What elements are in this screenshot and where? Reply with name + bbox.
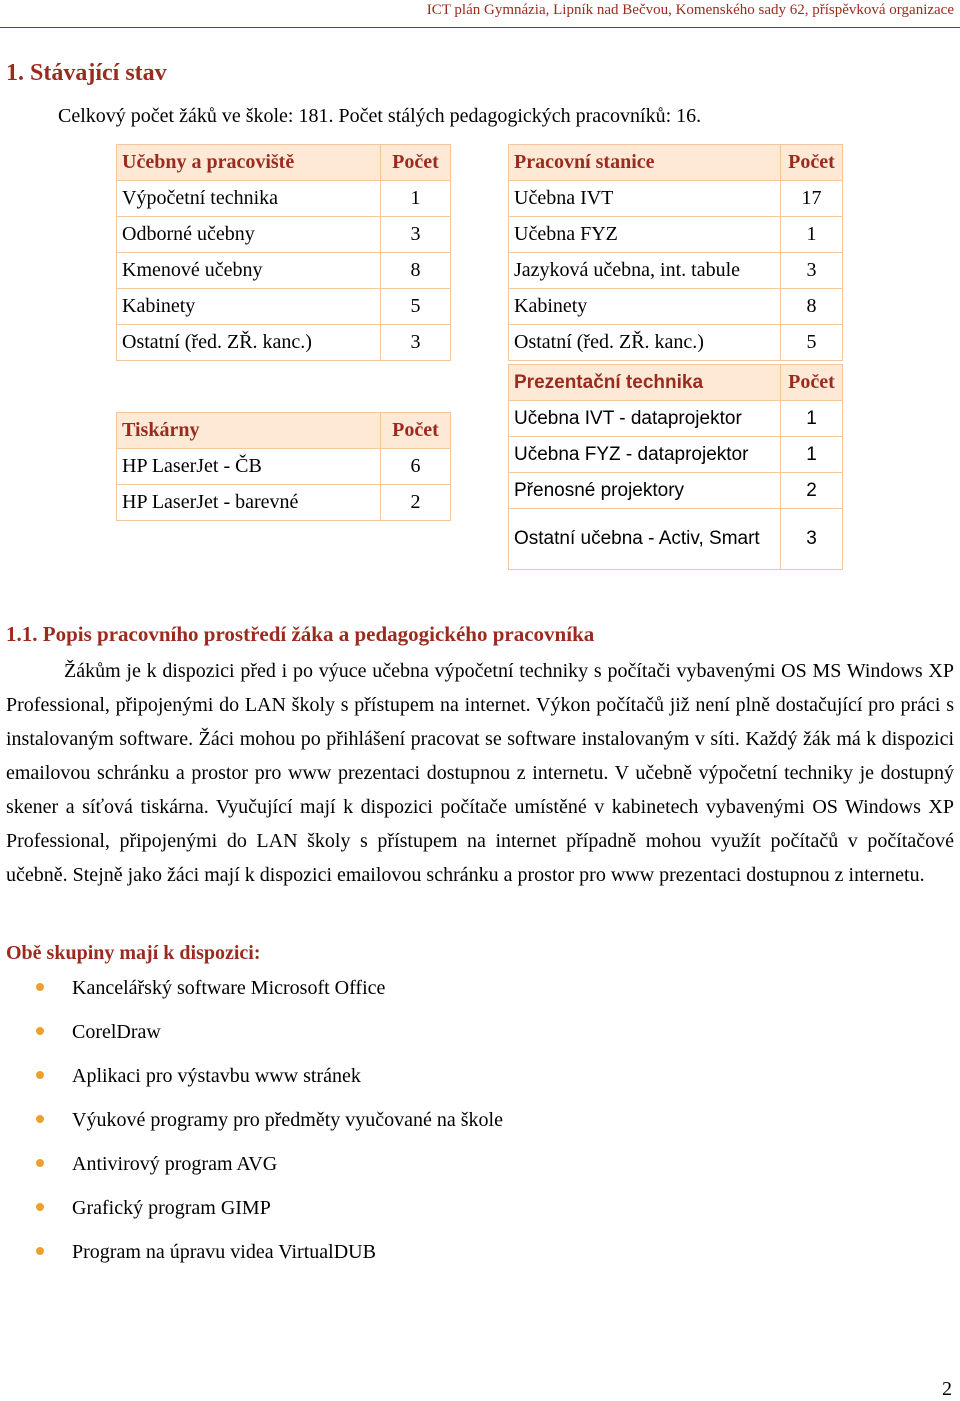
list-item-label: Grafický program GIMP [72,1197,271,1219]
list-item [0,1098,503,1142]
table-cell: 1 [381,181,451,217]
list-item-label: Program na úpravu videa VirtualDUB [72,1241,376,1263]
table-header-cell: Počet [781,145,843,181]
presentation-table [508,364,843,570]
running-header: ICT plán Gymnázia, Lipník nad Bečvou, Komenského sady 62, příspěvková organizace [426,2,954,18]
table-row [509,253,843,289]
table-cell: 17 [781,181,843,217]
table-cell: 8 [381,253,451,289]
table-row [509,217,843,253]
table-row [117,253,451,289]
table-header-cell: Počet [381,145,451,181]
table-cell: Kmenové učebny [117,253,381,289]
list-item-label: Antivirový program AVG [72,1153,278,1175]
table-row [117,325,451,361]
bullet-icon [36,1071,44,1079]
table-cell: 5 [381,289,451,325]
table-row [117,181,451,217]
table-cell: Učebna FYZ [509,217,781,253]
bullet-icon [36,983,44,991]
table-cell: 3 [781,253,843,289]
workstations-table [508,144,843,361]
bullet-icon [36,1159,44,1167]
table-header-row [509,145,843,181]
table-row [509,509,843,570]
list-item [0,1054,503,1098]
table-cell: HP LaserJet - barevné [117,485,381,521]
table-cell: Učebna FYZ - dataprojektor [509,437,781,473]
table-row [509,473,843,509]
table-row [509,401,843,437]
section-title: 1. Stávající stav [6,60,167,86]
table-cell: Ostatní (řed. ZŘ. kanc.) [509,325,781,361]
list-item-label: CorelDraw [72,1021,161,1043]
table-row [509,325,843,361]
table-row [509,437,843,473]
table-cell: 6 [381,449,451,485]
table-row [117,449,451,485]
table-cell: 2 [381,485,451,521]
subsection-title: 1.1. Popis pracovního prostředí žáka a pedagogického pracovníka [6,622,595,646]
table-cell: 1 [781,437,843,473]
table-row [509,181,843,217]
table-header-cell: Pracovní stanice [509,145,781,181]
list-item-label: Aplikaci pro výstavbu www stránek [72,1065,361,1087]
header-rule [0,27,960,28]
table-cell: 8 [781,289,843,325]
table-header-cell: Počet [781,365,843,401]
table-cell: 2 [781,473,843,509]
table-cell: 3 [381,325,451,361]
table-cell: Kabinety [509,289,781,325]
page-number: 2 [942,1378,952,1400]
software-list [0,966,503,1274]
table-cell: Výpočetní technika [117,181,381,217]
table-cell: Učebna IVT - dataprojektor [509,401,781,437]
table-cell: Odborné učebny [117,217,381,253]
list-item [0,1010,503,1054]
table-row [509,289,843,325]
description-paragraph [6,654,954,892]
table-row [117,485,451,521]
table-cell: Kabinety [117,289,381,325]
table-cell: HP LaserJet - ČB [117,449,381,485]
table-cell: 3 [381,217,451,253]
table-cell: Jazyková učebna, int. tabule [509,253,781,289]
bullet-icon [36,1027,44,1035]
list-item [0,1142,503,1186]
list-item [0,1230,503,1274]
both-groups-title: Obě skupiny mají k dispozici: [6,942,261,964]
table-cell: 3 [781,509,843,570]
table-cell: Ostatní učebna - Activ, Smart [509,509,781,570]
bullet-icon [36,1203,44,1211]
table-cell: Ostatní (řed. ZŘ. kanc.) [117,325,381,361]
table-header-row [509,365,843,401]
table-row [117,217,451,253]
bullet-icon [36,1247,44,1255]
table-header-row [117,413,451,449]
list-item-label: Výukové programy pro předměty vyučované na škole [72,1109,503,1131]
table-cell: 5 [781,325,843,361]
printers-table [116,412,451,521]
list-item [0,1186,503,1230]
table-cell: 1 [781,401,843,437]
rooms-table [116,144,451,361]
table-header-cell: Učebny a pracoviště [117,145,381,181]
table-header-cell: Prezentační technika [509,365,781,401]
paragraph-text: Žákům je k dispozici před i po výuce učebna výpočetní techniky s počítači vybavenými OS MS Windows XP Professional, připojenými do LAN školy s přístupem na internet. Výkon počítačů již není plně dostačující pro práci s instalovaným software. Žáci mohou po přihlášení pracovat se software instalovaným v síti. Každý žák má k dispozici emailovou schránku a prostor pro www prezentaci dostupnou z internetu. V učebně výpočetní techniky je dostupný skener a síťová tiskárna. Vyučující mají k dispozici počítače umístěné v kabinetech vybavenými OS Windows XP Professional, připojenými do LAN školy s přístupem na internet případně mohou využít počítačů v počítačové učebně. Stejně jako žáci mají k dispozici emailovou schránku a prostor pro www prezentaci dostupnou z internetu. [6,660,954,886]
list-item-label: Kancelářský software Microsoft Office [72,977,386,999]
bullet-icon [36,1115,44,1123]
table-header-row [117,145,451,181]
table-header-cell: Počet [381,413,451,449]
table-cell: Učebna IVT [509,181,781,217]
table-header-cell: Tiskárny [117,413,381,449]
list-item [0,966,503,1010]
table-row [117,289,451,325]
table-cell: 1 [781,217,843,253]
table-cell: Přenosné projektory [509,473,781,509]
intro-text: Celkový počet žáků ve škole: 181. Počet stálých pedagogických pracovníků: 16. [58,105,702,127]
